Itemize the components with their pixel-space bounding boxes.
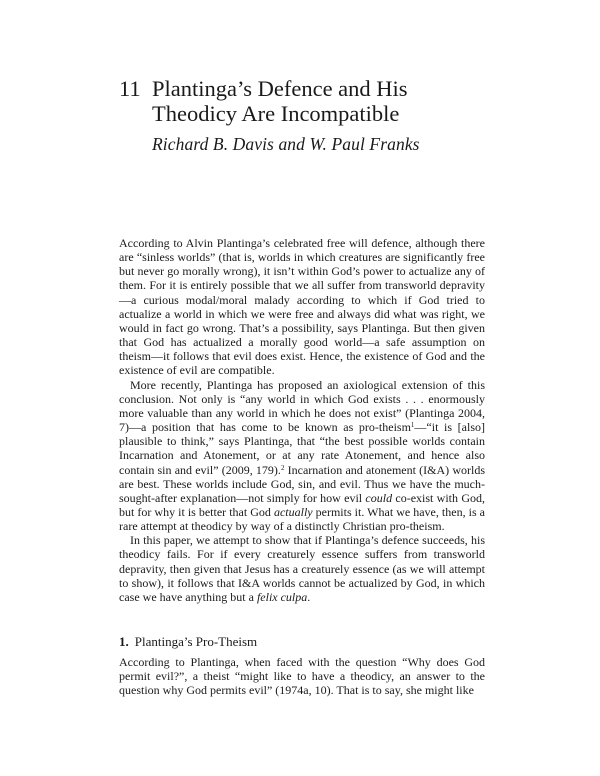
paragraph-3 [119,533,485,604]
chapter-number: 11 [119,76,141,101]
text-run: . [307,589,311,604]
chapter-title-line-2: Theodicy Are Incompatible [152,101,400,126]
text-run: More recently, Plantinga has proposed an axiological extension of this conclusion. Not only is “any world in which God exists . . . enormously more valuable than any world in which he does not exist” (Plantinga 2004, 7)—a position that has come to be known as pro-theism [119,377,485,435]
paragraph-2 [119,378,485,534]
text-run: permits it. What we have, then, is a rare attempt at theodicy by way of a distinctly Christian pro-theism. [119,504,485,534]
intro-body [119,236,485,604]
italic-text: actually [273,504,313,519]
section-heading [119,634,257,650]
author-line: Richard B. Davis and W. Paul Franks [152,134,420,154]
text-run: In this paper, we attempt to show that if Plantinga’s defence succeeds, his theodicy fails. For if every creaturely essence suffers from transworld depravity, then given that Jesus has a creaturely essence (as we will attempt to show), it follows that I&A worlds cannot be actualized by God, in which case we have anything but a [119,533,485,604]
chapter-heading [119,76,519,126]
italic-text: felix culpa [256,589,308,604]
footnote-marker: 1 [410,421,415,430]
chapter-title-line-1: Plantinga’s Defence and His [152,76,408,101]
text-run: —“it is [also] plausible to think,” says Plantinga, that “the best possible worlds contain Incarnation and Atonement, or at any rate Atonement, and hence also contain sin and evil” (2009, 179). [119,420,485,477]
paragraph-1 [119,236,485,378]
section-body [119,655,485,697]
text-run: co-exist with God, but for why it is better that God [119,490,485,519]
section-number: 1. [119,634,129,649]
section-paragraph: According to Plantinga, when faced with the question “Why does God permit evil?”, a theist “might like to have a theodicy, an answer to the question why God permits evil” (1974a, 10). That is to say, she might like [119,655,485,698]
text-run: Incarnation and atonement (I&A) worlds are best. These worlds include God, sin, and evil. Thus we have the much-sought-after explanation—not simply for how evil [119,462,485,505]
footnote-marker: 2 [280,463,285,472]
text-run: According to Alvin Plantinga’s celebrated free will defence, although there are “sinless worlds” (that is, worlds in which creatures are significantly free but never go morally wrong), it isn’t within God’s power to actualize any of them. For it is entirely possible that we all suffer from transworld depravity—a curious modal/moral malady according to which if God tried to actualize a world in which we were free and always did what was right, we would in fact go wrong. That’s a possibility, says Plantinga. But then given that God has actualized a morally good world—a safe assumption on theism—it follows that evil does exist. Hence, the existence of God and the existence of evil are compatible. [119,236,485,378]
section-title: Plantinga’s Pro-Theism [134,634,258,649]
italic-text: could [365,490,393,505]
